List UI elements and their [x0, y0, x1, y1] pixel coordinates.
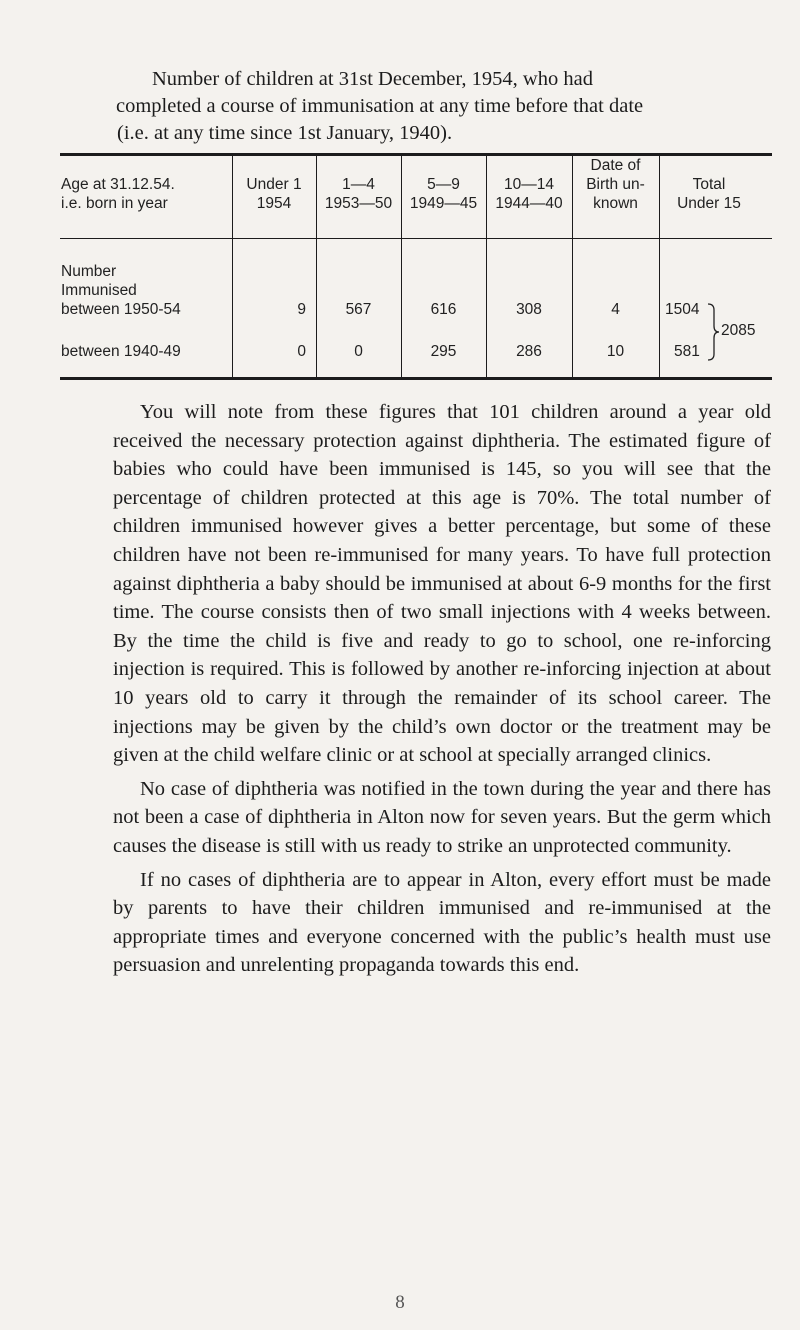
- header-total: [659, 175, 759, 213]
- row-label-1940-49: between 1940-49: [61, 343, 181, 360]
- grand-total: 2085: [721, 322, 756, 339]
- row-label-line1: Number: [61, 263, 117, 280]
- table-cell-total: 581: [674, 343, 700, 360]
- intro-text: [117, 66, 767, 147]
- table-cell: 308: [516, 301, 542, 318]
- header-total-line2: Under 15: [677, 195, 741, 212]
- header-age: [61, 175, 231, 213]
- table-cell: 0: [297, 343, 306, 360]
- header-age-line2: i.e. born in year: [61, 195, 168, 212]
- table-bottom-rule: [60, 377, 772, 380]
- row-label-line2: Immunised: [61, 282, 137, 299]
- header-10-14-line1: 10—14: [504, 176, 554, 193]
- header-total-line1: Total: [692, 176, 726, 193]
- table-cell: 567: [345, 301, 372, 318]
- table-header-rule: [60, 238, 772, 239]
- header-birth-unknown-line0: Date of: [590, 157, 641, 174]
- header-under-1-line1: Under 1: [246, 176, 302, 193]
- table-cell: 616: [430, 301, 457, 318]
- header-under-1-line2: 1954: [256, 195, 292, 212]
- header-5-9-line2: 1949—45: [409, 195, 478, 212]
- header-10-14-line2: 1944—40: [495, 195, 563, 212]
- header-10-14: [486, 175, 572, 213]
- body-text: [113, 398, 771, 985]
- header-under-1: [232, 175, 316, 213]
- intro-line-3: (i.e. at any time since 1st January, 1940).: [117, 122, 453, 144]
- row-label-1950-54: [61, 262, 231, 319]
- paragraph: If no cases of diphtheria are to appear in Alton, every effort must be made by parents to have their children immunised and re-immunised at the appropriate times and everyone concerned with the public’s health must use persuasion and unrelenting propaganda towards this end.: [113, 868, 771, 977]
- header-1-4-line1: 1—4: [342, 176, 375, 193]
- intro-line-1: Number of children at 31st December, 1954, who had: [152, 68, 593, 90]
- header-5-9-line1: 5—9: [427, 176, 460, 193]
- table-cell: 295: [430, 343, 457, 360]
- table-cell: 4: [611, 301, 620, 318]
- header-1-4: [316, 175, 401, 213]
- paragraph: No case of diphtheria was notified in the town during the year and there has not been a case of diphtheria in Alton now for seven years. But the germ which causes the disease is still with us ready to strike an unprotected community.: [113, 777, 771, 857]
- intro-line-2: completed a course of immunisation at any time before that date: [116, 95, 644, 117]
- brace-icon: [706, 302, 720, 362]
- page-number: 8: [395, 1292, 405, 1313]
- table-cell-total: 1504: [665, 301, 700, 318]
- table-cell: 10: [606, 343, 625, 360]
- row-label-line3: between 1950-54: [61, 301, 181, 318]
- table-cell: 286: [516, 343, 542, 360]
- header-birth-unknown-line2: known: [593, 195, 638, 212]
- header-age-line1: Age at 31.12.54.: [61, 176, 175, 193]
- header-birth-unknown-line1: Birth un-: [586, 176, 645, 193]
- table-cell: 9: [297, 301, 306, 318]
- table-cell: 0: [354, 343, 363, 360]
- header-1-4-line2: 1953—50: [324, 195, 393, 212]
- header-birth-unknown: [572, 156, 659, 213]
- table-top-rule: [60, 153, 772, 156]
- paragraph: You will note from these figures that 101 children around a year old received the necessary protection against diphtheria. The estimated figure of babies who could have been immunised is 145, so you will see that the percentage of children protected at this age is 70%. The total number of children immunised however gives a better percentage, but some of these children have not been re-immunised for many years. To have full protection against diphtheria a baby should be immunised at about 6-9 months for the first time. The course consists then of two small injections with 4 weeks between. By the time the child is five and ready to go to school, one re-inforcing injection is required. This is followed by another re-inforcing injection at about 10 years old to carry it through the remainder of its school career. The injections may be given by the child’s own doctor or the treatment may be given at the child welfare clinic or at school at specially arranged clinics.: [113, 401, 771, 767]
- header-5-9: [401, 175, 486, 213]
